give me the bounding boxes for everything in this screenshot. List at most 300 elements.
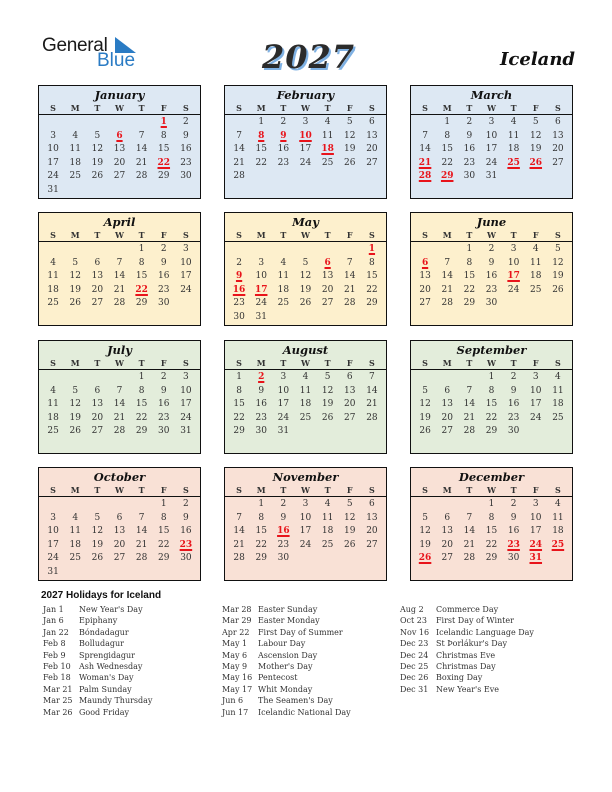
day: 13 xyxy=(441,399,453,410)
holiday-name: First Day of Summer xyxy=(258,627,343,637)
weekday-label: S xyxy=(422,103,428,113)
weekday-label: T xyxy=(94,485,101,495)
day: 19 xyxy=(91,539,104,550)
weekday-label: M xyxy=(256,103,266,113)
day: 11 xyxy=(530,257,542,268)
day: 4 xyxy=(510,117,517,127)
weekday-header xyxy=(411,229,572,242)
day: 25 xyxy=(69,171,81,182)
month-name: August xyxy=(282,343,329,357)
holiday-date: Jan 6 xyxy=(43,616,64,626)
holidays-title: 2027 Holidays for Iceland xyxy=(41,590,162,601)
day: 14 xyxy=(463,399,476,410)
weekday-label: F xyxy=(532,485,539,495)
holiday-row xyxy=(43,684,152,695)
holiday-date: Aug 2 xyxy=(400,605,424,614)
day: 9 xyxy=(258,385,265,396)
empty-cell xyxy=(42,243,64,257)
day: 19 xyxy=(299,284,312,295)
day: 13 xyxy=(113,144,126,155)
weekday-label: T xyxy=(466,485,473,495)
weekday-label: F xyxy=(346,103,353,113)
empty-cell xyxy=(86,498,108,512)
empty-cell xyxy=(436,243,458,257)
day: 31 xyxy=(47,184,59,195)
day: 26 xyxy=(419,426,431,437)
empty-cell xyxy=(317,243,339,257)
holiday-date: Mar 21 xyxy=(43,684,73,694)
day: 12 xyxy=(299,271,312,282)
weekday-label: M xyxy=(70,358,80,368)
day: 19 xyxy=(69,412,81,423)
day: 3 xyxy=(183,372,189,382)
day: 16 xyxy=(277,144,290,155)
day: 6 xyxy=(94,257,101,268)
month-september xyxy=(410,340,573,454)
weekday-label: M xyxy=(442,103,452,113)
day: 21 xyxy=(135,539,148,550)
weekday-label: M xyxy=(442,358,452,368)
day: 3 xyxy=(183,244,189,254)
holiday-name: Ash Wednesday xyxy=(79,661,143,671)
month-march xyxy=(410,85,573,199)
day: 2 xyxy=(280,117,287,127)
day: 7 xyxy=(116,257,123,268)
weekday-label: F xyxy=(346,358,353,368)
holiday-day: 10 xyxy=(299,130,312,141)
day: 28 xyxy=(135,553,148,564)
empty-cell xyxy=(414,498,436,512)
day: 26 xyxy=(344,157,356,168)
day: 14 xyxy=(463,526,476,537)
day-grid xyxy=(411,242,572,311)
holiday-name: St Þorlákur's Day xyxy=(436,639,507,649)
day: 30 xyxy=(158,298,170,309)
day: 31 xyxy=(255,311,267,322)
day: 17 xyxy=(299,526,312,537)
day: 12 xyxy=(321,385,334,396)
day: 17 xyxy=(180,399,192,410)
weekday-label: T xyxy=(138,230,145,240)
day: 15 xyxy=(135,271,148,282)
holiday-day: 22 xyxy=(135,284,148,295)
holiday-day: 23 xyxy=(179,539,193,550)
empty-cell xyxy=(250,243,272,257)
holiday-name: Commerce Day xyxy=(436,605,499,614)
day: 19 xyxy=(69,284,81,295)
holiday-row xyxy=(222,672,351,683)
empty-cell xyxy=(436,498,458,512)
weekday-label: W xyxy=(115,485,124,495)
holiday-row xyxy=(400,638,534,649)
day: 4 xyxy=(324,117,331,127)
day: 15 xyxy=(233,399,245,410)
day-grid xyxy=(39,497,200,580)
weekday-header xyxy=(225,484,386,497)
day: 7 xyxy=(236,512,242,523)
day: 29 xyxy=(255,553,267,564)
weekday-label: M xyxy=(256,485,266,495)
holiday-date: Dec 24 xyxy=(400,650,429,660)
day: 4 xyxy=(324,499,331,509)
weekday-label: S xyxy=(555,103,561,113)
day: 21 xyxy=(233,157,245,168)
day: 30 xyxy=(180,171,192,182)
holiday-name: Mother's Day xyxy=(258,661,313,671)
generalblue-logo xyxy=(42,35,142,75)
day: 18 xyxy=(277,284,290,295)
day: 29 xyxy=(135,298,148,309)
empty-cell xyxy=(64,243,86,257)
day: 14 xyxy=(135,526,148,537)
holiday-name: Icelandic Language Day xyxy=(436,627,534,637)
day: 9 xyxy=(160,257,167,268)
day: 23 xyxy=(277,157,290,168)
holiday-date: Feb 18 xyxy=(43,673,71,683)
weekday-label: S xyxy=(183,103,189,113)
day: 15 xyxy=(441,144,453,155)
weekday-label: T xyxy=(466,230,473,240)
day: 18 xyxy=(47,284,59,295)
empty-cell xyxy=(86,116,108,130)
day: 29 xyxy=(233,426,245,437)
day: 23 xyxy=(233,298,245,309)
day: 29 xyxy=(366,298,378,309)
day: 21 xyxy=(113,284,126,295)
day: 4 xyxy=(532,244,539,254)
day: 29 xyxy=(463,298,476,309)
day: 26 xyxy=(69,298,81,309)
day: 23 xyxy=(255,412,267,423)
day: 10 xyxy=(485,130,498,141)
day: 20 xyxy=(91,412,104,423)
day: 7 xyxy=(444,257,451,268)
day: 2 xyxy=(160,372,167,382)
day: 11 xyxy=(552,385,564,396)
day: 25 xyxy=(530,284,542,295)
weekday-label: W xyxy=(301,358,310,368)
holiday-row xyxy=(43,672,152,683)
empty-cell xyxy=(414,371,436,385)
day: 1 xyxy=(160,499,167,509)
empty-cell xyxy=(339,243,361,257)
day: 18 xyxy=(321,526,334,537)
day: 11 xyxy=(69,144,81,155)
day: 16 xyxy=(180,526,192,537)
empty-cell xyxy=(436,371,458,385)
day: 1 xyxy=(258,499,265,509)
day: 22 xyxy=(366,284,378,295)
month-name: December xyxy=(458,470,525,484)
day: 17 xyxy=(47,157,59,168)
day: 14 xyxy=(233,144,245,155)
day: 28 xyxy=(233,553,245,564)
day: 15 xyxy=(366,271,378,282)
holiday-row xyxy=(43,695,152,706)
weekday-label: F xyxy=(532,230,539,240)
holiday-date: Mar 28 xyxy=(222,605,252,614)
day: 23 xyxy=(158,412,170,423)
day: 30 xyxy=(255,426,267,437)
day: 27 xyxy=(441,426,453,437)
day: 10 xyxy=(180,385,192,396)
day: 26 xyxy=(91,171,104,182)
holiday-day: 25 xyxy=(551,539,565,550)
day: 3 xyxy=(50,130,56,141)
day: 24 xyxy=(299,539,312,550)
day: 18 xyxy=(530,271,542,282)
day: 22 xyxy=(463,284,476,295)
holiday-day: 24 xyxy=(529,539,543,550)
holiday-date: Oct 23 xyxy=(400,616,427,626)
weekday-header xyxy=(225,229,386,242)
day: 30 xyxy=(507,426,520,437)
holiday-name: Good Friday xyxy=(79,707,130,717)
holiday-name: Sprengidagur xyxy=(79,650,135,660)
holiday-date: Mar 29 xyxy=(222,616,252,626)
day: 4 xyxy=(280,257,287,268)
day: 15 xyxy=(485,399,498,410)
day: 5 xyxy=(94,130,101,141)
day: 22 xyxy=(485,412,498,423)
day: 7 xyxy=(236,130,242,141)
day: 21 xyxy=(441,284,453,295)
day: 9 xyxy=(510,385,517,396)
holiday-row xyxy=(222,661,351,672)
day: 20 xyxy=(91,284,104,295)
holiday-row xyxy=(222,604,351,615)
day: 13 xyxy=(113,526,126,537)
holiday-date: May 17 xyxy=(222,684,253,694)
weekday-header xyxy=(411,484,572,497)
day: 30 xyxy=(507,553,520,564)
empty-cell xyxy=(228,116,250,130)
day: 4 xyxy=(555,499,561,509)
day: 18 xyxy=(69,157,81,168)
day: 15 xyxy=(158,144,170,155)
holiday-name: Pentecost xyxy=(258,673,298,683)
holiday-row xyxy=(43,638,152,649)
empty-cell xyxy=(108,498,130,512)
weekday-label: S xyxy=(236,485,242,495)
holiday-column xyxy=(43,604,152,718)
day: 26 xyxy=(552,284,564,295)
day: 13 xyxy=(441,526,453,537)
holiday-row xyxy=(400,604,534,615)
day: 26 xyxy=(321,412,334,423)
holiday-row xyxy=(222,707,351,718)
day: 28 xyxy=(463,553,476,564)
empty-cell xyxy=(131,116,153,130)
day: 3 xyxy=(302,117,309,127)
weekday-header xyxy=(39,229,200,242)
day: 19 xyxy=(552,271,564,282)
day: 8 xyxy=(138,257,145,268)
day: 14 xyxy=(233,526,245,537)
weekday-label: T xyxy=(510,485,517,495)
day: 15 xyxy=(485,526,498,537)
day: 10 xyxy=(277,385,290,396)
day: 1 xyxy=(258,117,265,127)
day: 1 xyxy=(488,372,495,382)
holiday-name: Ascension Day xyxy=(258,650,318,660)
weekday-label: S xyxy=(236,230,242,240)
weekday-label: T xyxy=(280,230,287,240)
day: 10 xyxy=(47,144,59,155)
day: 9 xyxy=(466,130,473,141)
weekday-label: S xyxy=(555,358,561,368)
day: 17 xyxy=(485,144,498,155)
day: 19 xyxy=(344,144,356,155)
day: 5 xyxy=(346,499,353,509)
day: 7 xyxy=(466,385,473,396)
day: 19 xyxy=(530,144,542,155)
day: 20 xyxy=(113,157,126,168)
month-name: July xyxy=(107,343,132,357)
weekday-label: S xyxy=(50,230,56,240)
day: 24 xyxy=(507,284,520,295)
weekday-label: T xyxy=(324,103,331,113)
holiday-name: Icelandic National Day xyxy=(258,707,351,717)
month-name: June xyxy=(476,215,507,229)
day: 22 xyxy=(255,539,267,550)
holiday-name: Whit Monday xyxy=(258,684,313,694)
day: 2 xyxy=(510,372,517,382)
day: 15 xyxy=(158,526,170,537)
day: 1 xyxy=(138,244,145,254)
weekday-label: S xyxy=(236,103,242,113)
holiday-day: 26 xyxy=(418,553,432,564)
day: 18 xyxy=(69,539,81,550)
day: 11 xyxy=(277,271,290,282)
day: 24 xyxy=(485,157,498,168)
weekday-label: W xyxy=(487,103,496,113)
day: 20 xyxy=(419,284,431,295)
day: 12 xyxy=(69,271,81,282)
day: 25 xyxy=(277,298,290,309)
holiday-row xyxy=(222,615,351,626)
weekday-header xyxy=(225,357,386,370)
holiday-day: 17 xyxy=(507,271,520,282)
day: 28 xyxy=(233,171,245,182)
holiday-name: Bóndadagur xyxy=(79,627,129,637)
month-name: November xyxy=(272,470,339,484)
day: 20 xyxy=(552,144,564,155)
day: 4 xyxy=(72,130,79,141)
holiday-name: Christmas Day xyxy=(436,661,496,671)
day: 14 xyxy=(344,271,356,282)
weekday-label: S xyxy=(555,485,561,495)
day: 27 xyxy=(113,553,126,564)
day: 29 xyxy=(485,426,498,437)
day: 2 xyxy=(160,244,167,254)
day: 29 xyxy=(135,426,148,437)
day: 21 xyxy=(344,284,356,295)
day: 10 xyxy=(180,257,192,268)
weekday-label: F xyxy=(532,358,539,368)
day: 16 xyxy=(485,271,498,282)
holiday-date: Jun 17 xyxy=(222,707,249,717)
month-october xyxy=(38,467,201,581)
holiday-date: Jun 6 xyxy=(222,696,244,706)
weekday-label: T xyxy=(94,230,101,240)
holiday-day: 8 xyxy=(258,130,265,141)
day: 20 xyxy=(366,526,378,537)
empty-cell xyxy=(458,371,480,385)
day: 17 xyxy=(277,399,290,410)
month-february xyxy=(224,85,387,199)
holiday-name: Christmas Eve xyxy=(436,650,496,660)
day: 8 xyxy=(488,512,495,523)
holiday-row xyxy=(222,684,351,695)
day: 10 xyxy=(47,526,59,537)
day: 25 xyxy=(321,539,334,550)
day: 6 xyxy=(346,372,353,382)
day: 13 xyxy=(366,130,378,141)
month-name: April xyxy=(103,215,136,229)
weekday-header xyxy=(225,102,386,115)
holiday-name: New Year's Eve xyxy=(436,684,499,694)
day: 15 xyxy=(463,271,476,282)
day: 23 xyxy=(158,284,170,295)
day: 3 xyxy=(302,499,309,509)
day: 27 xyxy=(91,298,104,309)
day: 8 xyxy=(160,130,167,141)
day: 16 xyxy=(158,271,170,282)
weekday-header xyxy=(39,357,200,370)
holiday-day: 6 xyxy=(116,130,123,141)
day: 17 xyxy=(530,526,542,537)
day: 2 xyxy=(183,499,189,509)
day: 6 xyxy=(444,512,451,523)
day: 17 xyxy=(530,399,542,410)
day: 6 xyxy=(369,499,375,509)
day: 25 xyxy=(69,553,81,564)
empty-cell xyxy=(86,243,108,257)
holiday-date: Dec 23 xyxy=(400,639,429,649)
weekday-label: M xyxy=(256,230,266,240)
holiday-date: May 9 xyxy=(222,661,248,671)
day: 7 xyxy=(346,257,353,268)
day: 22 xyxy=(158,539,170,550)
day: 28 xyxy=(441,298,453,309)
day: 5 xyxy=(324,372,331,382)
day: 16 xyxy=(463,144,476,155)
day: 27 xyxy=(91,426,104,437)
empty-cell xyxy=(64,498,86,512)
weekday-label: T xyxy=(324,358,331,368)
day: 19 xyxy=(321,399,334,410)
empty-cell xyxy=(272,243,294,257)
holiday-date: May 6 xyxy=(222,650,248,660)
day: 24 xyxy=(530,412,542,423)
weekday-label: T xyxy=(466,103,473,113)
day: 20 xyxy=(441,412,453,423)
day: 31 xyxy=(47,566,59,577)
day: 3 xyxy=(510,244,517,254)
day: 28 xyxy=(135,171,148,182)
day: 21 xyxy=(463,539,476,550)
weekday-label: W xyxy=(487,485,496,495)
holiday-day: 6 xyxy=(421,257,429,268)
day: 12 xyxy=(530,130,542,141)
weekday-label: S xyxy=(183,485,189,495)
day: 12 xyxy=(419,526,431,537)
holiday-column xyxy=(400,604,534,695)
empty-cell xyxy=(64,116,86,130)
holiday-day: 1 xyxy=(160,117,167,127)
day: 22 xyxy=(233,412,245,423)
